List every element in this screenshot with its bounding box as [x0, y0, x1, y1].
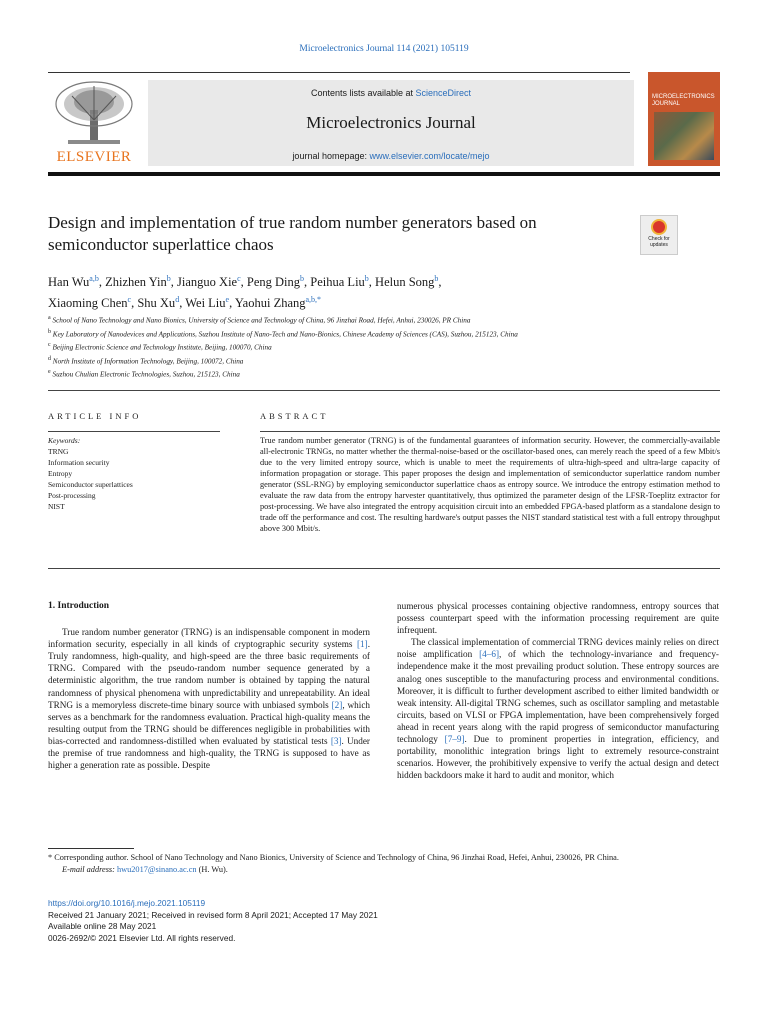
crossmark-icon — [651, 219, 667, 235]
contents-prefix: Contents lists available at — [310, 88, 416, 98]
article-info-heading: ARTICLE INFO — [48, 411, 142, 421]
elsevier-wordmark: ELSEVIER — [56, 149, 132, 165]
intro-paragraph-1: True random number generator (TRNG) is an indispensable component in modern information security, especially in all kinds of cryptographic security systems [1]. Truly randomness, high-quality, and high-speed are the three basic requirements of TRNG. Compared with the pseudo-random number sequence generated by a deterministic algorithm, the true random number is obtained by tapping the natural randomness of physical phenomena with unpredictability and unrepeatability. An ideal TRNG is a memoryless discrete-time binary source with unbiased symbols [2], which serves as a benchmark for the randomness evaluation. Practical high-quality means the resulting output from the TRNG should be differences negligible in probabilities with bias-corrected and randomness-distilled when evaluated by statistical tests [3]. Under the premise of true randomness and high-quality, the TRNG is supposed to have as higher a generation rate as possible. Despite — [48, 627, 370, 771]
intro-paragraph-continued: numerous physical processes containing objective randomness, entropy sources that possess counterpart speed with the information processing requirement are quite infrequent. — [397, 601, 719, 636]
citation-link[interactable]: [3] — [330, 735, 342, 746]
received-dates: Received 21 January 2021; Received in revised form 8 April 2021; Accepted 17 May 2021 — [48, 909, 378, 920]
keyword-item: Semiconductor superlattices — [48, 480, 133, 489]
keywords-label: Keywords: — [48, 436, 81, 445]
keywords-block — [48, 435, 220, 512]
homepage-prefix: journal homepage: — [292, 151, 370, 161]
abstract-text: True random number generator (TRNG) is of the fundamental guarantees of information security. However, the commercially-available all-electronic TRNGs, no matter whether the thermal-noise-based or the oscillator-based ones, can merely reach the speed of a few Mbit/s due to the very limited entropy source, which is unable to meet the requirements of ultra-high-speed and ultra-large capacity of information propagation or storage. This paper proposes the design and implementation of semiconductor superlattice random number generator (SSL-RNG) by employing semiconductor superlattice chaos as entropy source. We introduce the entropy estimation method to evaluate the raw data from the entropy harvester quantitatively, thus optimized the parameter design of the LFSR-Toeplitz extractor for post-processing. We have also integrated the entropy acquisition circuit into an embedded FPGA-based platform as a standalone design to trade off the performance and cost. The resulting hardware's output passes the NIST standard statistical test with a full entropy throughput above 300 Mbit/s. — [260, 436, 720, 533]
journal-reference-link[interactable]: Microelectronics Journal 114 (2021) 105119 — [299, 44, 469, 54]
citation-link[interactable]: [4–6] — [479, 649, 500, 660]
homepage-link[interactable]: www.elsevier.com/locate/mejo — [369, 151, 490, 161]
journal-header-box — [148, 80, 634, 166]
header-thick-rule — [48, 172, 720, 176]
author-affiliation-marker[interactable]: d — [175, 295, 180, 305]
author-name[interactable]: Jianguo Xie — [177, 275, 238, 290]
paper-title: Design and implementation of true random number generators based on semiconductor superlattice chaos — [48, 213, 537, 254]
crossmark-button[interactable]: Check for updates — [640, 215, 678, 255]
author-affiliation-marker[interactable]: a,b,* — [305, 295, 322, 305]
tree-icon — [48, 80, 140, 148]
author-affiliation-marker[interactable]: b — [300, 274, 305, 283]
author-name[interactable]: Peihua Liu — [310, 275, 365, 290]
citation-link[interactable]: [7–9] — [444, 734, 465, 745]
abstract-rule — [260, 431, 720, 432]
cover-artwork — [654, 112, 714, 160]
affiliation-item: $^c$ Beijing Electronic Science and Technology Institute, Beijing, 100070, China — [48, 342, 272, 352]
section-heading-introduction: 1. Introduction — [48, 601, 110, 611]
journal-homepage-line — [148, 151, 634, 161]
affiliation-item: $^a$ School of Nano Technology and Nano Bionics, University of Science and Technology of China, 96 Jinzhai Road, Hefei, Anhui, 230026, PR China — [48, 315, 471, 325]
keyword-item: Information security — [48, 458, 110, 467]
author-name[interactable]: Yaohui Zhang — [234, 296, 306, 311]
author-affiliation-marker[interactable]: a,b — [89, 274, 99, 283]
keyword-item: TRNG — [48, 447, 69, 456]
author-list: Han Wu$^{a,b}$, Zhizhen Yin$^b$, Jianguo Xie$^c$, Peng Ding$^b$, Peihua Liu$^b$, Helun Song$^b$, Xiaoming Chen$^c$, Shu Xu$^d$, Wei Liu$^e$, Yaohui Zhang$^{a,b,*}$ — [48, 274, 442, 311]
citation-link[interactable]: [1] — [356, 639, 368, 650]
affiliations — [48, 313, 648, 381]
author-affiliation-marker[interactable]: b — [364, 274, 369, 283]
article-info-rule — [48, 431, 220, 432]
keyword-item: Post-processing — [48, 491, 96, 500]
online-date: Available online 28 May 2021 — [48, 921, 157, 932]
sciencedirect-link[interactable]: ScienceDirect — [415, 88, 472, 98]
author-name[interactable]: Zhizhen Yin — [105, 275, 167, 290]
author-affiliation-marker[interactable]: b — [166, 274, 171, 283]
author-affiliation-marker[interactable]: c — [237, 274, 241, 283]
author-name[interactable]: Helun Song — [375, 275, 435, 290]
author-affiliation-marker[interactable]: e — [225, 295, 230, 305]
body-column-right — [397, 600, 719, 781]
copyright: 0026-2692/© 2021 Elsevier Ltd. All rights reserved. — [48, 932, 236, 943]
affiliation-item: $^d$ North Institute of Information Technology, Beijing, 100072, China — [48, 355, 244, 366]
author-affiliation-marker[interactable]: c — [127, 295, 132, 305]
body-column-left — [48, 600, 370, 771]
journal-cover-image[interactable] — [648, 72, 720, 166]
affiliation-item: $^b$ Key Laboratory of Nanodevices and Applications, Suzhou Institute of Nano-Tech and Nano-Bionics, Chinese Academy of Sciences (CAS), Suzhou, 215123, China — [48, 328, 518, 338]
journal-title: Microelectronics Journal — [306, 113, 476, 132]
author-name[interactable]: Han Wu — [48, 275, 90, 290]
author-name[interactable]: Peng Ding — [246, 275, 301, 290]
article-metadata — [48, 898, 720, 944]
elsevier-logo[interactable] — [48, 80, 140, 166]
author-affiliation-marker[interactable]: b — [434, 274, 439, 283]
header-rule — [48, 72, 630, 73]
keyword-item: Entropy — [48, 469, 73, 478]
contents-line — [148, 88, 634, 98]
author-name[interactable]: Xiaoming Chen — [48, 296, 128, 311]
author-name[interactable]: Wei Liu — [185, 296, 226, 311]
abstract-heading: ABSTRACT — [260, 411, 329, 421]
abstract-end-rule — [48, 568, 720, 569]
footnote-rule — [48, 848, 134, 849]
intro-paragraph-2: The classical implementation of commercial TRNG devices mainly relies on direct noise amplification [4–6], of which the technology-invariance and frequency-independence make it the most prevailing product solution. These entropy sources are analog ones susceptible to the manufacturing process and environmental conditions. Moreover, it is difficult to further development ascribed to either limited bandwidth or weak intensity. All-digital TRNG schemes, such as oscillator sampling and metastable circuits, based on VLSI or FPGA implementation, have been comprehensively forged ahead in recent years along with the rapid progress of semiconductor manufacturing technology [7–9]. Due to prominent properties in integration, efficiency, and portability, monolithic integration brings light to extremely resource-constraint scenarios. However, the prohibitively expensive to verify the actual design and detect hidden backdoors make it hard to audit and monitor, which — [397, 637, 720, 781]
affiliation-item: $^e$ Suzhou Chulian Electronic Technologies, Suzhou, 215123, China — [48, 369, 240, 379]
email-link[interactable]: hwu2017@sinano.ac.cn — [117, 865, 197, 874]
section-rule — [48, 390, 720, 391]
keyword-item: NIST — [48, 502, 65, 511]
doi-link[interactable]: https://doi.org/10.1016/j.mejo.2021.105119 — [48, 898, 206, 908]
cover-title: MICROELECTRONICS JOURNAL — [652, 94, 715, 107]
email-line: E-mail address: hwu2017@sinano.ac.cn (H. Wu). — [62, 865, 228, 874]
corresponding-author-note: * Corresponding author. School of Nano Technology and Nano Bionics, University of Science and Technology of China, 96 Jinzhai Road, Hefei, Anhui, 230026, PR China. — [48, 853, 619, 862]
author-name[interactable]: Shu Xu — [137, 296, 176, 311]
citation-link[interactable]: [2] — [331, 699, 343, 710]
footnote — [48, 852, 720, 876]
